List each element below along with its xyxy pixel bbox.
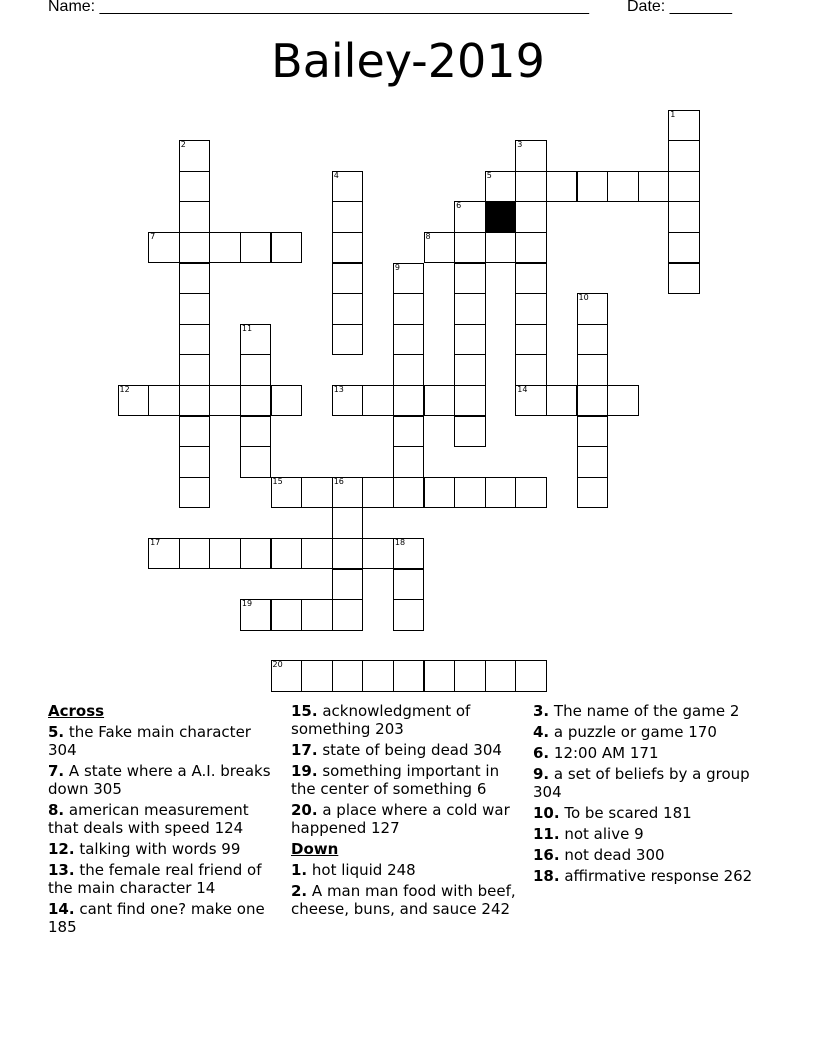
clue-num: 19. — [291, 762, 318, 780]
grid-cell[interactable] — [577, 477, 609, 509]
name-field[interactable]: Name: _______________________________________________________ — [48, 0, 589, 15]
grid-cell[interactable] — [240, 538, 272, 570]
clue-num: 12. — [48, 840, 75, 858]
clue: 15. acknowledgment of something 203 — [291, 702, 471, 738]
puzzle-title: Bailey-2019 — [271, 34, 545, 88]
grid-cell[interactable] — [209, 232, 241, 264]
grid-cell[interactable] — [668, 263, 700, 295]
grid-cell[interactable] — [668, 140, 700, 172]
clue: 20. a place where a cold war happened 127 — [291, 801, 510, 837]
clue: 12. talking with words 99 — [48, 840, 241, 858]
grid-cell[interactable] — [668, 232, 700, 264]
clue-num: 1. — [291, 861, 308, 879]
grid-cell[interactable] — [271, 660, 303, 692]
clue: 10. To be scared 181 — [533, 804, 692, 822]
grid-cell[interactable] — [577, 416, 609, 448]
grid-cell[interactable] — [577, 446, 609, 478]
grid-cell[interactable] — [638, 171, 670, 203]
clue-num: 5. — [48, 723, 65, 741]
clue-num: 4. — [533, 723, 550, 741]
clue: 19. something important in the center of something 6 — [291, 762, 500, 798]
grid-cell[interactable] — [546, 171, 578, 203]
grid-cell[interactable] — [362, 660, 394, 692]
grid-cell[interactable] — [240, 385, 272, 417]
grid-cell[interactable] — [332, 385, 364, 417]
clue: 4. a puzzle or game 170 — [533, 723, 717, 741]
clue-number: 12 — [119, 384, 130, 394]
grid-cell[interactable] — [148, 538, 180, 570]
grid-cell[interactable] — [515, 263, 547, 295]
grid-cell[interactable] — [393, 660, 425, 692]
grid-cell[interactable] — [332, 293, 364, 325]
grid-cell[interactable] — [332, 660, 364, 692]
clue-number: 5 — [486, 170, 492, 180]
grid-cell[interactable] — [179, 263, 211, 295]
clue: 14. cant find one? make one 185 — [48, 900, 265, 936]
grid-cell[interactable] — [332, 569, 364, 601]
grid-cell[interactable] — [271, 232, 303, 264]
clue-num: 16. — [533, 846, 560, 864]
clue: 5. the Fake main character 304 — [48, 723, 251, 759]
grid-cell[interactable] — [454, 232, 486, 264]
grid-cell[interactable] — [607, 385, 639, 417]
grid-cell[interactable] — [515, 201, 547, 233]
grid-cell[interactable] — [577, 171, 609, 203]
grid-cell[interactable] — [454, 477, 486, 509]
grid-cell[interactable] — [515, 232, 547, 264]
down-clue-list — [291, 861, 521, 918]
grid-cell[interactable] — [148, 232, 180, 264]
grid-cell[interactable] — [393, 569, 425, 601]
grid-cell[interactable] — [332, 232, 364, 264]
grid-cell[interactable] — [485, 477, 517, 509]
grid-cell[interactable] — [454, 385, 486, 417]
clue-number: 1 — [670, 109, 676, 119]
grid-cell[interactable] — [240, 324, 272, 356]
grid-cell[interactable] — [393, 477, 425, 509]
grid-cell[interactable] — [577, 324, 609, 356]
grid-cell[interactable] — [240, 446, 272, 478]
grid-cell[interactable] — [179, 293, 211, 325]
grid-cell[interactable] — [332, 538, 364, 570]
clue-num: 17. — [291, 741, 318, 759]
clue-column-1 — [48, 702, 276, 939]
across-clue-list — [48, 723, 276, 936]
grid-cell[interactable] — [209, 385, 241, 417]
clue: 7. A state where a A.I. breaks down 305 — [48, 762, 271, 798]
grid-cell[interactable] — [271, 477, 303, 509]
grid-cell[interactable] — [179, 446, 211, 478]
grid-cell[interactable] — [179, 171, 211, 203]
clue-number: 6 — [456, 201, 462, 211]
grid-cell[interactable] — [454, 324, 486, 356]
grid-cell[interactable] — [454, 660, 486, 692]
clue: 13. the female real friend of the main character 14 — [48, 861, 262, 897]
clue: 9. a set of beliefs by a group 304 — [533, 765, 750, 801]
clue-column-3 — [533, 702, 758, 888]
grid-cell[interactable] — [179, 477, 211, 509]
grid-cell[interactable] — [332, 599, 364, 631]
clue-number: 17 — [150, 537, 161, 547]
grid-cell[interactable] — [454, 354, 486, 386]
grid-cell[interactable] — [362, 477, 394, 509]
grid-cell[interactable] — [179, 416, 211, 448]
grid-cell[interactable] — [454, 416, 486, 448]
grid-cell[interactable] — [393, 354, 425, 386]
clue-number: 18 — [394, 537, 406, 547]
grid-cell[interactable] — [332, 477, 364, 509]
clue-num: 14. — [48, 900, 75, 918]
grid-cell[interactable] — [179, 538, 211, 570]
clue-number: 2 — [180, 140, 186, 150]
clue: 1. hot liquid 248 — [291, 861, 416, 879]
grid-cell[interactable] — [240, 416, 272, 448]
grid-cell[interactable] — [546, 385, 578, 417]
grid-cell[interactable] — [668, 171, 700, 203]
grid-cell[interactable] — [515, 477, 547, 509]
grid-cell[interactable] — [271, 599, 303, 631]
grid-cell[interactable] — [454, 201, 486, 233]
grid-cell[interactable] — [424, 385, 456, 417]
grid-cell[interactable] — [240, 232, 272, 264]
grid-cell[interactable] — [515, 660, 547, 692]
grid-cell[interactable] — [607, 171, 639, 203]
grid-cell[interactable] — [179, 201, 211, 233]
clue: 6. 12:00 AM 171 — [533, 744, 659, 762]
clue: 3. The name of the game 2 — [533, 702, 740, 720]
grid-cell[interactable] — [301, 660, 333, 692]
clue-number: 13 — [333, 384, 344, 394]
clue-number: 7 — [150, 231, 156, 241]
grid-cell[interactable] — [393, 293, 425, 325]
clue: 11. not alive 9 — [533, 825, 644, 843]
grid-cell[interactable] — [179, 324, 211, 356]
grid-cell[interactable] — [271, 385, 303, 417]
grid-cell[interactable] — [301, 599, 333, 631]
clue-num: 15. — [291, 702, 318, 720]
down-heading: Down — [291, 840, 339, 858]
grid-cell[interactable] — [118, 385, 150, 417]
grid-cell[interactable] — [668, 110, 700, 142]
clue-column-2 — [291, 702, 521, 921]
grid-cell[interactable] — [240, 354, 272, 386]
grid-cell[interactable] — [515, 140, 547, 172]
grid-cell[interactable] — [209, 538, 241, 570]
clue-number: 9 — [394, 262, 400, 272]
grid-cell[interactable] — [515, 324, 547, 356]
clue-number: 4 — [333, 170, 339, 180]
grid-cell[interactable] — [148, 385, 180, 417]
across-heading: Across — [48, 702, 105, 720]
grid-cell[interactable] — [515, 171, 547, 203]
grid-cell[interactable] — [515, 354, 547, 386]
grid-cell[interactable] — [271, 538, 303, 570]
down-clue-list-continued — [533, 702, 758, 885]
clue-number: 11 — [241, 323, 253, 333]
grid-cell[interactable] — [393, 263, 425, 295]
clue: 16. not dead 300 — [533, 846, 665, 864]
clue-num: 3. — [533, 702, 550, 720]
across-clue-list-continued — [291, 702, 521, 837]
grid-cell[interactable] — [393, 385, 425, 417]
grid-cell[interactable] — [332, 507, 364, 539]
grid-cell[interactable] — [179, 354, 211, 386]
clue-number: 3 — [517, 140, 523, 150]
clue-num: 18. — [533, 867, 560, 885]
clue: 2. A man man food with beef, cheese, buns, and sauce 242 — [291, 882, 516, 918]
grid-cell[interactable] — [240, 599, 272, 631]
clue-num: 13. — [48, 861, 75, 879]
grid-cell[interactable] — [393, 599, 425, 631]
grid-cell[interactable] — [179, 385, 211, 417]
clue-num: 11. — [533, 825, 560, 843]
grid-cell[interactable] — [393, 538, 425, 570]
grid-cell[interactable] — [424, 477, 456, 509]
clue: 18. affirmative response 262 — [533, 867, 753, 885]
grid-cell[interactable] — [577, 293, 609, 325]
clue-num: 2. — [291, 882, 308, 900]
clue-number: 14 — [517, 384, 528, 394]
grid-cell[interactable] — [454, 263, 486, 295]
grid-cell[interactable] — [332, 324, 364, 356]
clue-num: 9. — [533, 765, 550, 783]
grid-cell[interactable] — [485, 232, 517, 264]
grid-cell[interactable] — [301, 538, 333, 570]
clue-number: 10 — [578, 293, 589, 303]
clue-number: 8 — [425, 231, 431, 241]
grid-cell[interactable] — [179, 232, 211, 264]
grid-cell[interactable] — [393, 446, 425, 478]
grid-cell[interactable] — [577, 354, 609, 386]
date-field[interactable]: Date: _______ — [627, 0, 732, 15]
clue-num: 8. — [48, 801, 65, 819]
grid-cell[interactable] — [424, 660, 456, 692]
grid-cell[interactable] — [362, 538, 394, 570]
grid-cell[interactable] — [332, 171, 364, 203]
grid-cell[interactable] — [301, 477, 333, 509]
grid-cell[interactable] — [515, 385, 547, 417]
clue-number: 20 — [272, 660, 283, 670]
grid-cell[interactable] — [577, 385, 609, 417]
grid-cell[interactable] — [424, 232, 456, 264]
clue-number: 19 — [241, 599, 253, 609]
clue-num: 6. — [533, 744, 550, 762]
grid-cell[interactable] — [332, 201, 364, 233]
grid-cell[interactable] — [179, 140, 211, 172]
clue: 17. state of being dead 304 — [291, 741, 502, 759]
grid-cell[interactable] — [515, 293, 547, 325]
grid-cell[interactable] — [485, 660, 517, 692]
clue: 8. american measurement that deals with speed 124 — [48, 801, 249, 837]
clue-num: 7. — [48, 762, 65, 780]
grid-cell[interactable] — [454, 293, 486, 325]
clue-number: 16 — [333, 476, 344, 486]
clue-num: 20. — [291, 801, 318, 819]
black-square — [485, 201, 517, 233]
grid-cell[interactable] — [393, 416, 425, 448]
grid-cell[interactable] — [393, 324, 425, 356]
grid-cell[interactable] — [362, 385, 394, 417]
clue-num: 10. — [533, 804, 560, 822]
grid-cell[interactable] — [668, 201, 700, 233]
grid-cell[interactable] — [332, 263, 364, 295]
clue-number: 15 — [272, 476, 283, 486]
grid-cell[interactable] — [485, 171, 517, 203]
